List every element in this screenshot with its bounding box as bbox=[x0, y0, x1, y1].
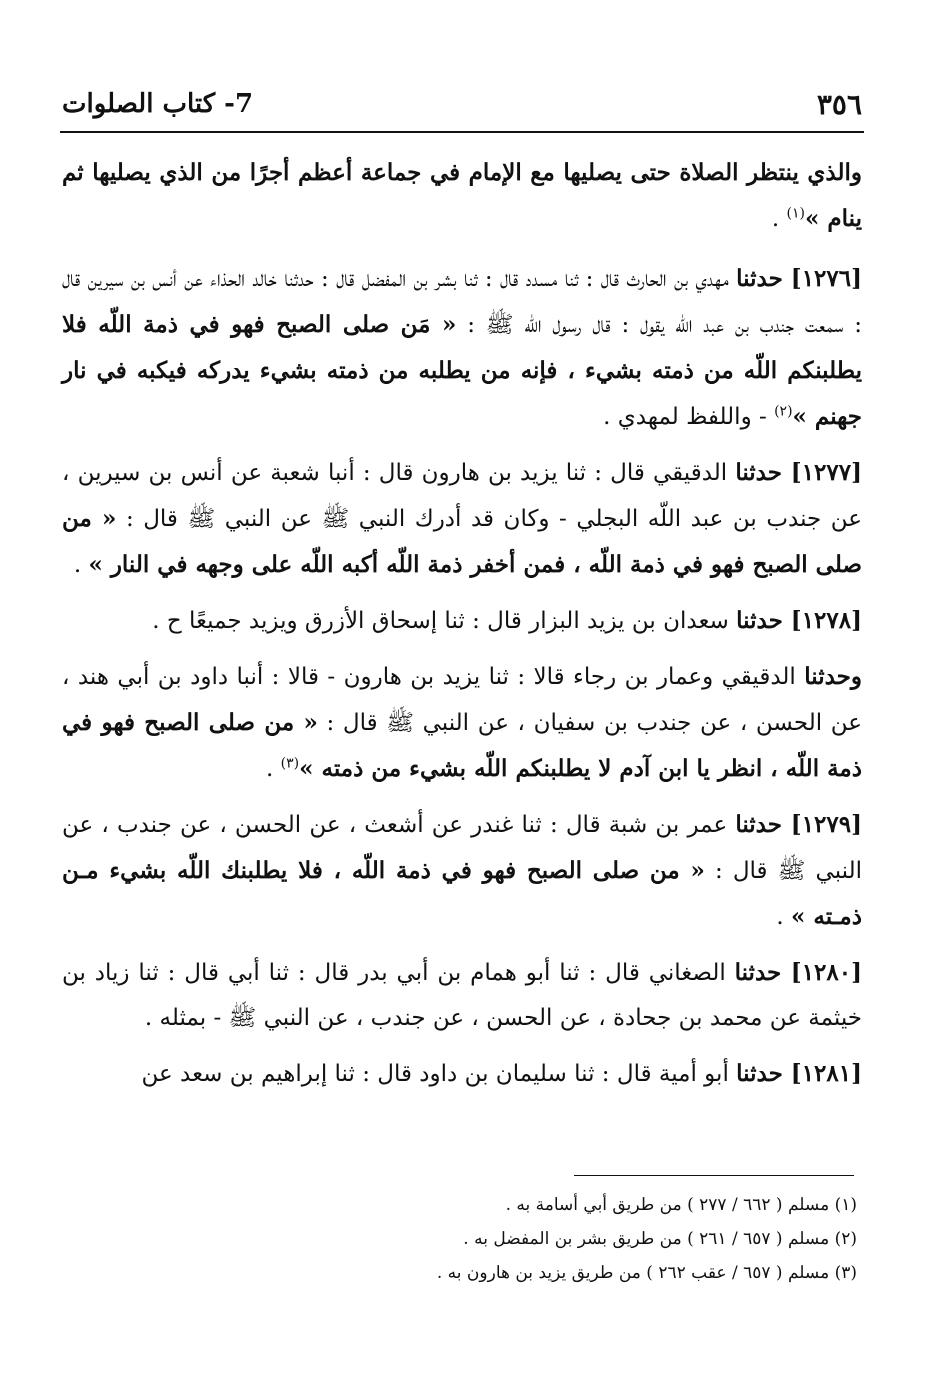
hadith-text: « من صلى الصبح فهو في ذمة اللّه ، فمن أخفر ذمة اللّه أكبه اللّه على وجهه في النار » bbox=[62, 505, 862, 578]
isnad-text: الدقيقي وعمار بن رجاء قالا : ثنا يزيد بن هارون - قالا : أنبا داود بن أبي هند ، عن الحسن ، عن جندب بن سفيان ، عن النبي ﷺ قال : bbox=[62, 664, 863, 736]
hadith-1281 bbox=[62, 1051, 862, 1097]
hadith-1277 bbox=[62, 450, 862, 588]
main-text bbox=[62, 150, 862, 1107]
hadith-number: [١٢٧٩] bbox=[781, 811, 863, 838]
footnote-2: (٢) مسلم ( ٦٥٧ / ٢٦١ ) من طريق بشر بن المفضل به . bbox=[463, 1229, 857, 1249]
hadith-text: « من صلى الصبح فهو في ذمة اللّه ، فلا يطلبنك اللّه بشيء مـن ذمـته » bbox=[62, 857, 862, 930]
hadith-1276 bbox=[62, 256, 862, 440]
isnad-text: أبو أمية قال : ثنا سليمان بن داود قال : ثنا إبراهيم بن سعد عن bbox=[141, 1061, 737, 1087]
chapter-title: 7- كتاب الصلوات bbox=[62, 89, 254, 119]
paragraph-tail: . bbox=[266, 756, 281, 782]
isnad-text: عمر بن شبة قال : ثنا غندر عن أشعث ، عن الحسن ، عن جندب ، عن النبي ﷺ قال : bbox=[62, 812, 862, 884]
page-header bbox=[62, 84, 862, 124]
page-number: ٣٥٦ bbox=[816, 87, 862, 121]
paragraph-tail: . bbox=[771, 206, 787, 232]
paragraph-tail: . bbox=[73, 552, 89, 578]
hadith-lead: حدثنا bbox=[736, 265, 783, 292]
hadith-lead: حدثنا bbox=[734, 959, 782, 986]
hadith-lead: حدثنا bbox=[736, 607, 783, 634]
hadith-lead: حدثنا bbox=[736, 1060, 783, 1087]
hadith-1279 bbox=[62, 802, 862, 940]
hadith-1278-b bbox=[62, 654, 862, 792]
paragraph-continuation bbox=[62, 150, 862, 242]
footnote-1: (١) مسلم ( ٦٦٢ / ٢٧٧ ) من طريق أبي أسامة به . bbox=[505, 1195, 857, 1215]
isnad-text: مهدي بن الحارث قال : ثنا مسدد قال : ثنا بشر بن المفضل قال : حدثنا خالد الحذاء عن أنس بن سيرين قال : سمعت جندب بن عبد اللّه يقول : قال رسول اللّه ﷺ : bbox=[62, 266, 862, 338]
hadith-1280 bbox=[62, 950, 862, 1041]
hadith-number: [١٢٧٧] bbox=[781, 459, 862, 486]
isnad-text: سعدان بن يزيد البزار قال : ثنا إسحاق الأزرق ويزيد جميعًا ح . bbox=[152, 608, 737, 634]
hadith-1278 bbox=[62, 598, 862, 644]
hadith-text: « مَن صلى الصبح فهو في ذمة اللّه فلا يطلبنكم اللّه من ذمته بشيء ، فإنه من يطلبه من ذمته بشيء يدركه فيكبه في نار جهنم » bbox=[62, 311, 862, 430]
isnad-text: الصغاني قال : ثنا أبو همام بن أبي بدر قال : ثنا أبي قال : ثنا زياد بن خيثمة عن محمد بن جحادة ، عن الحسن ، عن جندب ، عن النبي ﷺ - بمثله . bbox=[62, 960, 862, 1031]
footnote-3: (٣) مسلم ( ٦٥٧ / عقب ٢٦٢ ) من طريق يزيد بن هارون به . bbox=[436, 1263, 857, 1283]
hadith-lead: وحدثنا bbox=[804, 663, 862, 690]
isnad-text: الدقيقي قال : ثنا يزيد بن هارون قال : أنبا شعبة عن أنس بن سيرين ، عن جندب بن عبد اللّه البجلي - وكان قد أدرك النبي ﷺ عن النبي ﷺ قال : bbox=[62, 460, 862, 532]
paragraph-tail: . bbox=[776, 904, 792, 930]
hadith-lead: حدثنا bbox=[735, 459, 782, 486]
hadith-number: [١٢٨١] bbox=[782, 1060, 862, 1087]
footnote-ref: (٣) bbox=[280, 755, 300, 772]
paragraph-tail: - واللفظ لمهدي . bbox=[603, 404, 775, 430]
hadith-number: [١٢٧٨] bbox=[782, 607, 862, 634]
footnote-rule bbox=[574, 1175, 854, 1176]
hadith-text: والذي ينتظر الصلاة حتى يصليها مع الإمام في جماعة أعظم أجرًا من الذي يصليها ثم ينام » bbox=[62, 159, 862, 232]
hadith-lead: حدثنا bbox=[735, 811, 782, 838]
footnotes bbox=[62, 1188, 857, 1290]
hadith-number: [١٢٨٠] bbox=[781, 959, 862, 986]
footnote-ref: (٢) bbox=[774, 403, 793, 420]
footnote-ref: (١) bbox=[786, 205, 806, 222]
hadith-number: [١٢٧٦] bbox=[782, 265, 863, 292]
header-rule bbox=[60, 131, 864, 133]
hadith-text: « من صلى الصبح فهو في ذمة اللّه ، انظر يا ابن آدم لا يطلبنكم اللّه بشيء من ذمته » bbox=[62, 709, 862, 782]
